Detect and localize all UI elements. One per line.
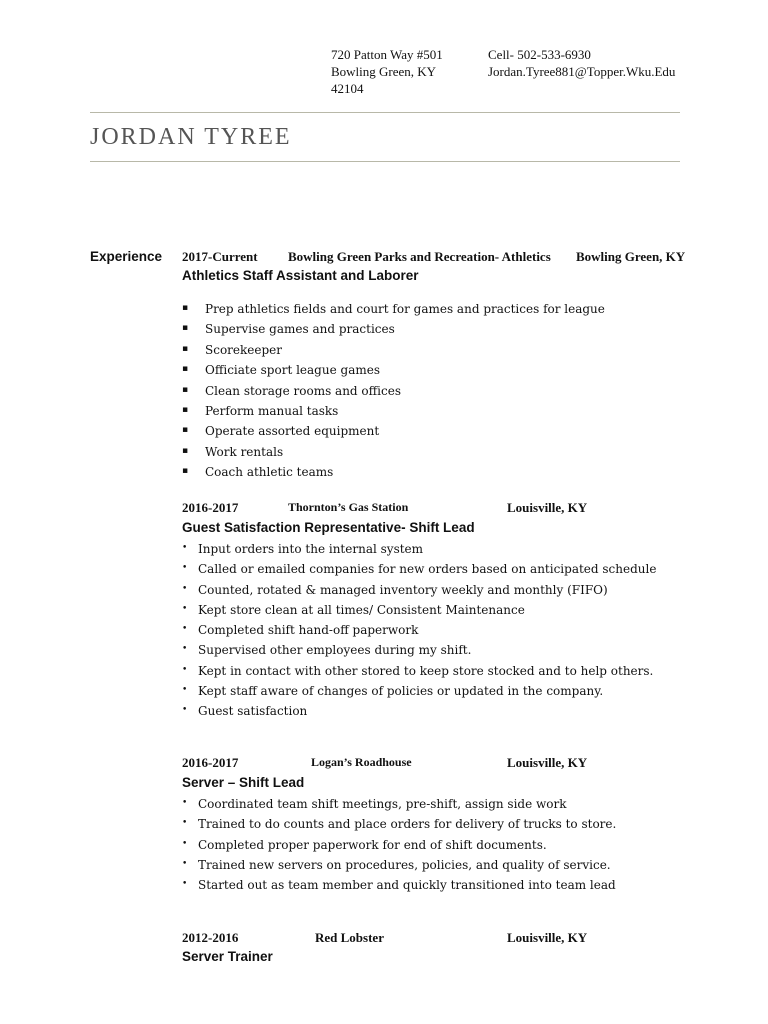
resume-name: JORDAN TYREE — [90, 124, 292, 150]
bullet-icon: • — [182, 838, 188, 849]
job-employer: Red Lobster — [315, 930, 384, 945]
list-item: ▪ Prep athletics fields and court for games and practices for league — [182, 302, 605, 316]
list-item: • Started out as team member and quickly transitioned into team lead — [182, 878, 616, 893]
bullet-icon: • — [182, 879, 188, 890]
job-title: Guest Satisfaction Representative- Shift Lead — [182, 520, 475, 535]
list-item: • Coordinated team shift meetings, pre-shift, assign side work — [182, 797, 567, 811]
job-duties-list — [182, 797, 616, 898]
list-item: ▪ Coach athletic teams — [182, 465, 334, 480]
list-item: • Guest satisfaction — [182, 704, 308, 719]
bullet-icon: • — [182, 563, 188, 574]
bullet-icon: • — [182, 644, 188, 655]
email-address: Jordan.Tyree881@Topper.Wku.Edu — [488, 64, 676, 79]
job-employer: Thornton’s Gas Station — [288, 500, 409, 514]
bullet-icon: • — [182, 858, 188, 869]
list-item: ▪ Work rentals — [182, 444, 284, 459]
square-bullet-icon: ▪ — [182, 445, 189, 456]
job-title: Server – Shift Lead — [182, 775, 305, 790]
bullet-icon: • — [182, 798, 188, 808]
list-item: ▪ Scorekeeper — [182, 342, 282, 357]
square-bullet-icon: ▪ — [182, 466, 189, 477]
list-item: ▪ Supervise games and practices — [182, 322, 395, 337]
address-line-3: 42104 — [331, 81, 364, 96]
job-duties-list — [182, 542, 656, 725]
list-item: • Kept store clean at all times/ Consistent Maintenance — [182, 602, 525, 617]
list-item: • Kept in contact with other stored to keep store stocked and to help others. — [182, 663, 654, 678]
list-item: • Kept staff aware of changes of policies or updated in the company. — [182, 684, 604, 699]
header-rule-bottom — [90, 161, 680, 162]
bullet-icon: • — [182, 685, 188, 696]
bullet-icon: • — [182, 624, 188, 635]
job-duties-list — [182, 302, 605, 486]
bullet-icon: • — [182, 705, 188, 716]
job-title: Athletics Staff Assistant and Laborer — [182, 268, 419, 283]
bullet-icon: • — [182, 603, 188, 614]
job-dates: 2016-2017 — [182, 500, 239, 515]
contact-address — [331, 46, 443, 97]
job-employer: Bowling Green Parks and Recreation- Athletics — [288, 249, 551, 264]
job-dates: 2017-Current — [182, 249, 258, 264]
job-location: Louisville, KY — [507, 755, 588, 770]
job-dates: 2012-2016 — [182, 930, 239, 945]
list-item: ▪ Officiate sport league games — [182, 363, 380, 378]
list-item: • Trained new servers on procedures, policies, and quality of service. — [182, 857, 611, 872]
square-bullet-icon: ▪ — [182, 364, 189, 375]
list-item: • Called or emailed companies for new orders based on anticipated schedule — [182, 562, 657, 577]
square-bullet-icon: ▪ — [182, 343, 189, 354]
bullet-icon: • — [182, 664, 188, 675]
list-item: • Counted, rotated & managed inventory weekly and monthly (FIFO) — [182, 582, 608, 597]
cell-phone: Cell- 502-533-6930 — [488, 47, 591, 62]
list-item: • Completed proper paperwork for end of shift documents. — [182, 837, 547, 852]
square-bullet-icon: ▪ — [182, 303, 189, 313]
bullet-icon: • — [182, 543, 188, 553]
list-item: ▪ Perform manual tasks — [182, 403, 339, 418]
bullet-icon: • — [182, 818, 188, 829]
list-item: ▪ Clean storage rooms and offices — [182, 383, 401, 398]
job-location: Louisville, KY — [507, 930, 588, 945]
job-employer: Logan’s Roadhouse — [311, 755, 412, 769]
header-rule-top — [90, 112, 680, 113]
list-item: • Input orders into the internal system — [182, 542, 424, 556]
square-bullet-icon: ▪ — [182, 425, 189, 436]
job-location: Louisville, KY — [507, 500, 588, 515]
list-item: • Supervised other employees during my shift. — [182, 643, 472, 658]
list-item: ▪ Operate assorted equipment — [182, 424, 380, 439]
section-experience-label: Experience — [90, 249, 163, 264]
list-item: • Trained to do counts and place orders for delivery of trucks to store. — [182, 817, 617, 832]
job-title: Server Trainer — [182, 949, 273, 964]
bullet-icon: • — [182, 583, 188, 594]
square-bullet-icon: ▪ — [182, 323, 189, 334]
square-bullet-icon: ▪ — [182, 384, 189, 395]
address-line-1: 720 Patton Way #501 — [331, 47, 443, 62]
contact-info — [488, 46, 675, 80]
square-bullet-icon: ▪ — [182, 404, 189, 415]
job-dates: 2016-2017 — [182, 755, 239, 770]
list-item: • Completed shift hand-off paperwork — [182, 623, 419, 638]
address-line-2: Bowling Green, KY — [331, 64, 437, 79]
job-location: Bowling Green, KY — [576, 249, 686, 264]
